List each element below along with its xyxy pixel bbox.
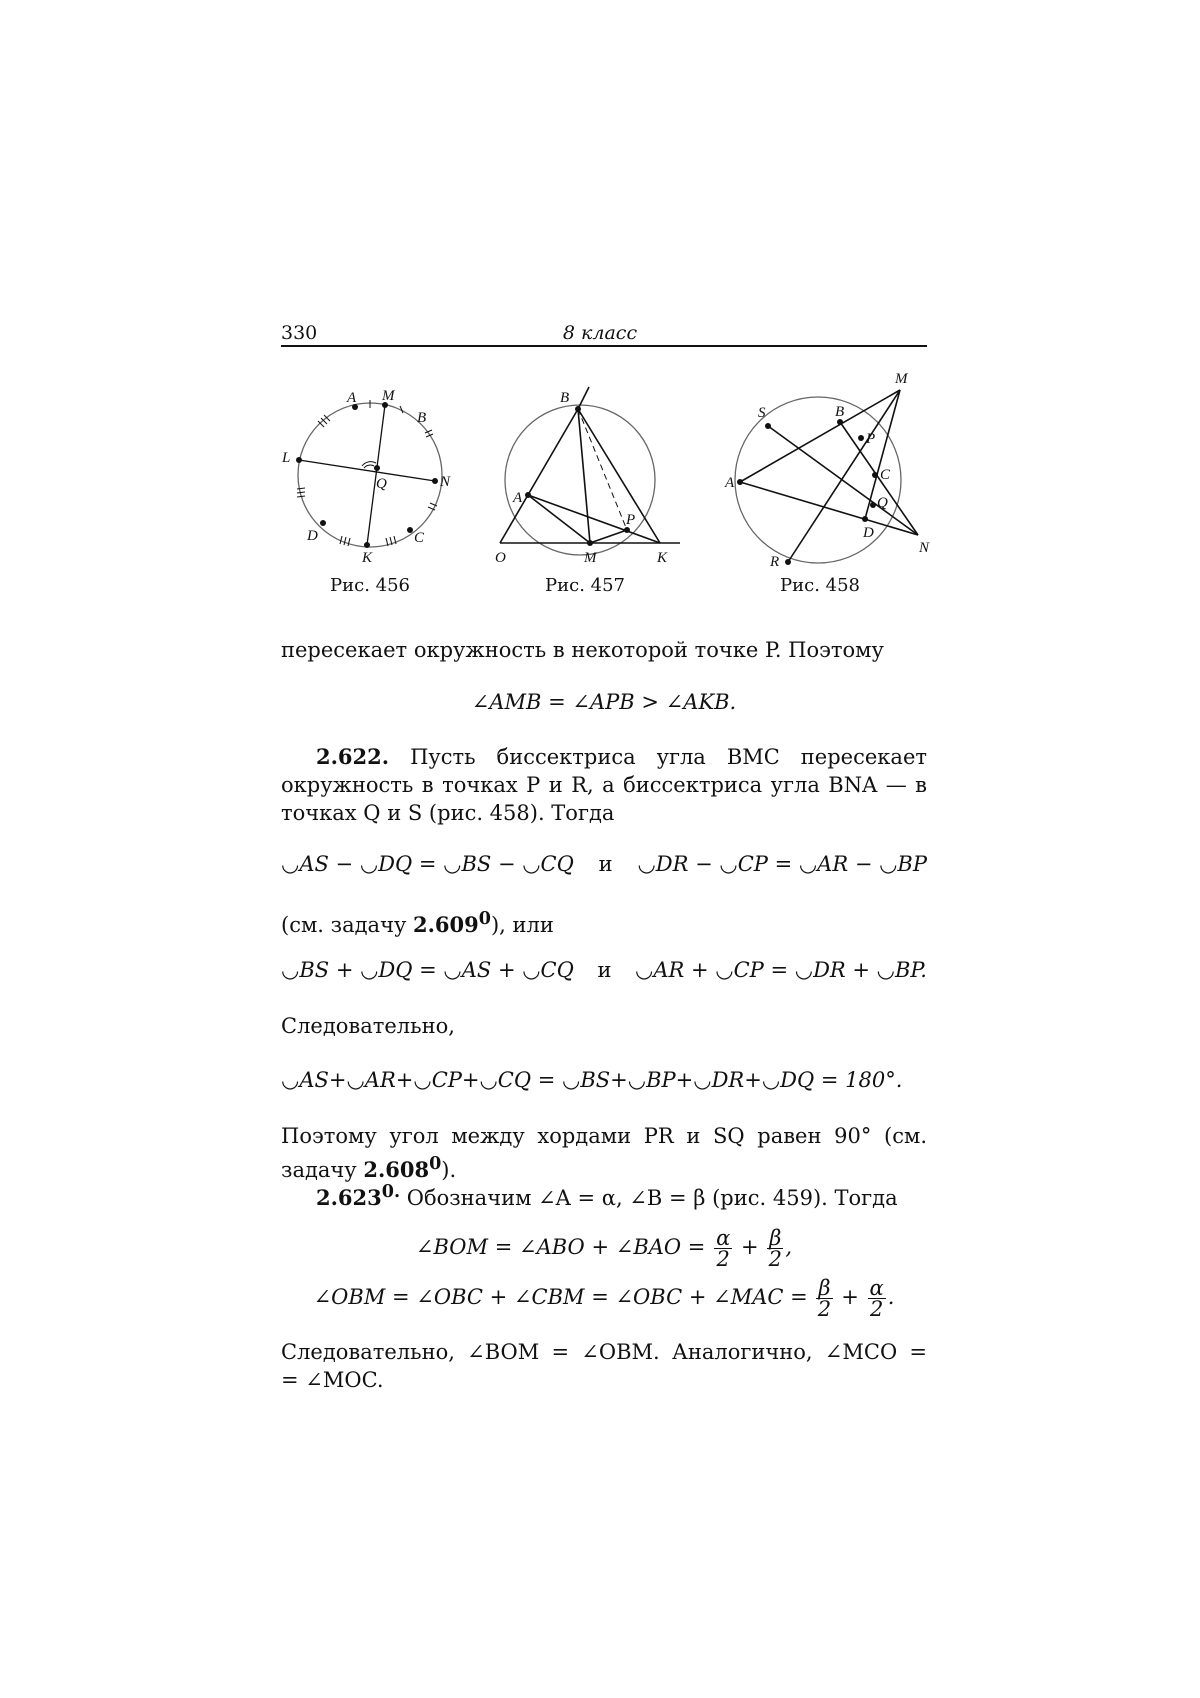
plus-sign: + bbox=[841, 1285, 859, 1309]
label-Q: Q bbox=[877, 495, 888, 511]
fraction-beta-2 bbox=[767, 1228, 783, 1269]
caption-456: Рис. 456 bbox=[330, 575, 410, 596]
label-D: D bbox=[863, 525, 874, 541]
page-number: 330 bbox=[281, 322, 318, 344]
label-K: K bbox=[362, 550, 373, 566]
label-N: N bbox=[919, 540, 930, 556]
label-B: B bbox=[560, 390, 570, 406]
figure-456-diagram bbox=[270, 380, 470, 580]
paragraph-2-text: Пусть биссектриса угла BMC пересекает окружность в точках P и R, а биссектриса угла BNA — в точках Q и S (рис. 458). Тогда bbox=[281, 745, 927, 825]
label-B: B bbox=[835, 404, 845, 420]
paragraph-5-pre: Поэтому угол между хордами PR и SQ равен 90° (см. задачу bbox=[281, 1124, 927, 1182]
label-Q: Q bbox=[376, 476, 387, 492]
label-K: K bbox=[657, 550, 668, 566]
equation-2-and: и bbox=[598, 852, 613, 876]
fraction-num: β bbox=[769, 1226, 782, 1250]
equation-5-end: , bbox=[785, 1235, 793, 1259]
figure-458 bbox=[720, 365, 940, 575]
label-M: M bbox=[895, 371, 908, 387]
paragraph-1: пересекает окружность в некоторой точке P. Поэтому bbox=[281, 638, 884, 662]
paragraph-5 bbox=[281, 1122, 927, 1184]
label-A: A bbox=[347, 390, 357, 406]
paragraph-7-line-1: Следовательно, ∠BOM = ∠OBM. Аналогично, ∠MCO = bbox=[281, 1340, 927, 1364]
fraction-den: 2 bbox=[716, 1247, 730, 1271]
figure-458-diagram bbox=[720, 365, 940, 575]
equation-6 bbox=[281, 1278, 927, 1319]
paragraph-4: Следовательно, bbox=[281, 1014, 455, 1038]
problem-ref-2609-sup: 0 bbox=[478, 909, 491, 929]
fraction-alpha-2 bbox=[868, 1278, 886, 1319]
problem-ref-2608-num: 2.608 bbox=[363, 1157, 430, 1182]
label-B: B bbox=[417, 410, 427, 426]
label-C: C bbox=[414, 530, 425, 546]
paragraph-6 bbox=[281, 1178, 927, 1212]
label-N: N bbox=[440, 474, 451, 490]
equation-2-right: ◡DR − ◡CP = ◡AR − ◡BP bbox=[637, 852, 927, 876]
label-S: S bbox=[758, 405, 766, 421]
running-title: 8 класс bbox=[562, 322, 638, 344]
caption-458: Рис. 458 bbox=[780, 575, 860, 596]
fraction-num: β bbox=[818, 1276, 831, 1300]
paragraph-3-post: ), или bbox=[490, 913, 554, 937]
equation-6-lhs: ∠OBM = ∠OBC + ∠CBM = ∠OBC + ∠MAC = bbox=[313, 1285, 808, 1309]
equation-1: ∠AMB = ∠APB > ∠AKB. bbox=[471, 690, 737, 714]
problem-number-2623-sup: 0. bbox=[381, 1182, 401, 1202]
equation-3-left: ◡BS + ◡DQ = ◡AS + ◡CQ bbox=[281, 958, 574, 982]
label-C: C bbox=[880, 467, 891, 483]
label-D: D bbox=[307, 528, 318, 544]
equation-5-lhs: ∠BOM = ∠ABO + ∠BAO = bbox=[415, 1235, 706, 1259]
paragraph-3-pre: (см. задачу bbox=[281, 913, 413, 937]
plus-sign: + bbox=[740, 1235, 759, 1259]
paragraph-2 bbox=[281, 743, 927, 827]
fraction-alpha-2 bbox=[714, 1228, 732, 1269]
equation-6-end: . bbox=[887, 1285, 895, 1309]
problem-ref-2608-sup: 0 bbox=[429, 1154, 442, 1174]
fraction-den: 2 bbox=[817, 1297, 832, 1321]
figure-457-diagram bbox=[485, 380, 685, 580]
paragraph-5-post: ). bbox=[441, 1158, 457, 1182]
label-P: P bbox=[626, 512, 636, 528]
problem-ref-2609 bbox=[412, 909, 491, 937]
fraction-num: α bbox=[869, 1276, 884, 1300]
paragraph-6-text: Обозначим ∠A = α, ∠B = β (рис. 459). Тогда bbox=[400, 1186, 898, 1210]
fraction-den: 2 bbox=[869, 1297, 884, 1321]
label-M: M bbox=[382, 388, 395, 404]
equation-3-right: ◡AR + ◡CP = ◡DR + ◡BP. bbox=[635, 958, 927, 982]
problem-number-2623 bbox=[316, 1182, 401, 1210]
label-L: L bbox=[282, 450, 291, 466]
paragraph-3 bbox=[281, 905, 927, 939]
equation-2 bbox=[281, 852, 927, 876]
equation-4: ◡AS+◡AR+◡CP+◡CQ = ◡BS+◡BP+◡DR+◡DQ = 180°. bbox=[281, 1068, 903, 1092]
header-rule bbox=[281, 345, 927, 347]
label-O: O bbox=[495, 550, 506, 566]
label-M: M bbox=[584, 550, 597, 566]
equation-2-left: ◡AS − ◡DQ = ◡BS − ◡CQ bbox=[281, 852, 574, 876]
problem-number-2623-num: 2.623 bbox=[316, 1185, 382, 1210]
label-P: P bbox=[866, 431, 876, 447]
problem-ref-2609-num: 2.609 bbox=[412, 912, 479, 937]
paragraph-7-line-2: = ∠MOC. bbox=[281, 1368, 384, 1392]
problem-number-2622: 2.622. bbox=[316, 744, 390, 769]
fraction-num: α bbox=[716, 1226, 731, 1250]
fraction-beta-2 bbox=[816, 1278, 832, 1319]
figure-456 bbox=[270, 380, 470, 580]
equation-3-and: и bbox=[597, 958, 612, 982]
figure-457 bbox=[485, 380, 685, 580]
equation-3 bbox=[281, 958, 927, 982]
equation-5 bbox=[281, 1228, 927, 1269]
caption-457: Рис. 457 bbox=[545, 575, 625, 596]
label-R: R bbox=[770, 554, 780, 570]
fraction-den: 2 bbox=[768, 1247, 783, 1271]
label-A: A bbox=[725, 475, 735, 491]
label-A: A bbox=[513, 490, 523, 506]
